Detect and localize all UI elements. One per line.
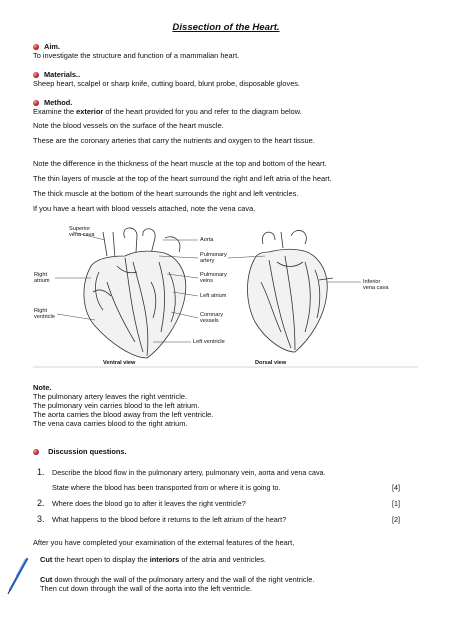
caption-dorsal-view: Dorsal view — [255, 360, 287, 366]
question-1-continuation: State where the blood has been transported from or where it is going to. — [52, 483, 281, 492]
note-line-1: The pulmonary artery leaves the right ventricle. — [33, 392, 188, 401]
label-pulmonary-artery: Pulmonary artery — [200, 252, 227, 264]
method-line-6: The thick muscle at the bottom of the heart surrounds the right and left ventricles. — [33, 189, 299, 198]
method-line-1: Examine the exterior of the heart provided for you and refer to the diagram below. — [33, 107, 302, 116]
aim-heading: Aim. — [44, 42, 61, 51]
question-3-text: What happens to the blood before it returns to the left atrium of the heart? — [52, 515, 287, 524]
red-bullet-icon — [33, 100, 39, 106]
label-right-atrium: Right atrium — [34, 272, 50, 284]
note-line-2: The pulmonary vein carries blood to the left atrium. — [33, 401, 200, 410]
scalpel-pen-icon — [6, 556, 30, 601]
materials-text: Sheep heart, scalpel or sharp knife, cutting board, blunt probe, disposable gloves. — [33, 79, 301, 88]
cut-instruction-3: Then cut down through the wall of the aorta into the left ventricle. — [40, 584, 252, 593]
label-coronary-vessels: Coronary vessels — [200, 312, 224, 324]
method-line-3: These are the coronary arteries that carry the nutrients and oxygen to the heart tissue. — [33, 136, 315, 145]
label-inferior-vena-cava: Inferior vena cava — [363, 279, 389, 291]
method-heading: Method. — [44, 98, 73, 107]
discussion-heading-row — [33, 447, 127, 456]
page-title: Dissection of the Heart. — [172, 22, 280, 33]
question-3-marks: [2] — [392, 515, 400, 524]
label-superior-vena-cava: Superior vena cava — [69, 226, 95, 238]
method-heading-row — [33, 98, 72, 107]
discussion-heading: Discussion questions. — [48, 447, 127, 456]
label-aorta: Aorta — [200, 237, 214, 243]
question-1-text: Describe the blood flow in the pulmonary artery, pulmonary vein, aorta and vena cava. — [52, 468, 326, 477]
method-line-7: If you have a heart with blood vessels attached, note the vena cava. — [33, 204, 256, 213]
method-line-5: The thin layers of muscle at the top of the heart surround the right and left atria of the heart. — [33, 174, 332, 183]
cut-instruction-2: Cut down through the wall of the pulmonary artery and the wall of the right ventricle. — [40, 575, 315, 584]
label-left-atrium: Left atrium — [200, 293, 227, 299]
note-heading: Note. — [33, 383, 52, 392]
aim-heading-row — [33, 42, 60, 51]
note-line-3: The aorta carries the blood away from the left ventricle. — [33, 410, 214, 419]
question-1-number: 1. — [37, 467, 45, 477]
red-bullet-icon — [33, 72, 39, 78]
question-2-text: Where does the blood go to after it leaves the right ventricle? — [52, 499, 246, 508]
red-bullet-icon — [33, 44, 39, 50]
question-3-number: 3. — [37, 514, 45, 524]
aim-text: To investigate the structure and function of a mammalian heart. — [33, 51, 240, 60]
after-line-1: After you have completed your examination of the external features of the heart, — [33, 538, 295, 547]
heart-diagram — [33, 222, 418, 370]
label-left-ventricle: Left ventricle — [193, 339, 225, 345]
materials-heading: Materials.. — [44, 70, 81, 79]
method-line-2: Note the blood vessels on the surface of the heart muscle. — [33, 121, 224, 130]
question-2-marks: [1] — [392, 499, 400, 508]
ventral-heart — [84, 228, 186, 358]
materials-heading-row — [33, 70, 80, 79]
method-line-4: Note the difference in the thickness of the heart muscle at the top and bottom of the heart. — [33, 159, 327, 168]
note-line-4: The vena cava carries blood to the right atrium. — [33, 419, 188, 428]
dorsal-heart — [248, 230, 334, 352]
question-2-number: 2. — [37, 498, 45, 508]
red-bullet-icon — [33, 449, 39, 455]
label-right-ventricle: Right ventricle — [34, 308, 55, 320]
caption-ventral-view: Ventral view — [103, 360, 136, 366]
question-1-marks: [4] — [392, 483, 400, 492]
label-pulmonary-veins: Pulmonary veins — [200, 272, 227, 284]
cut-instruction-1: Cut the heart open to display the interiors of the atria and ventricles. — [40, 555, 266, 564]
